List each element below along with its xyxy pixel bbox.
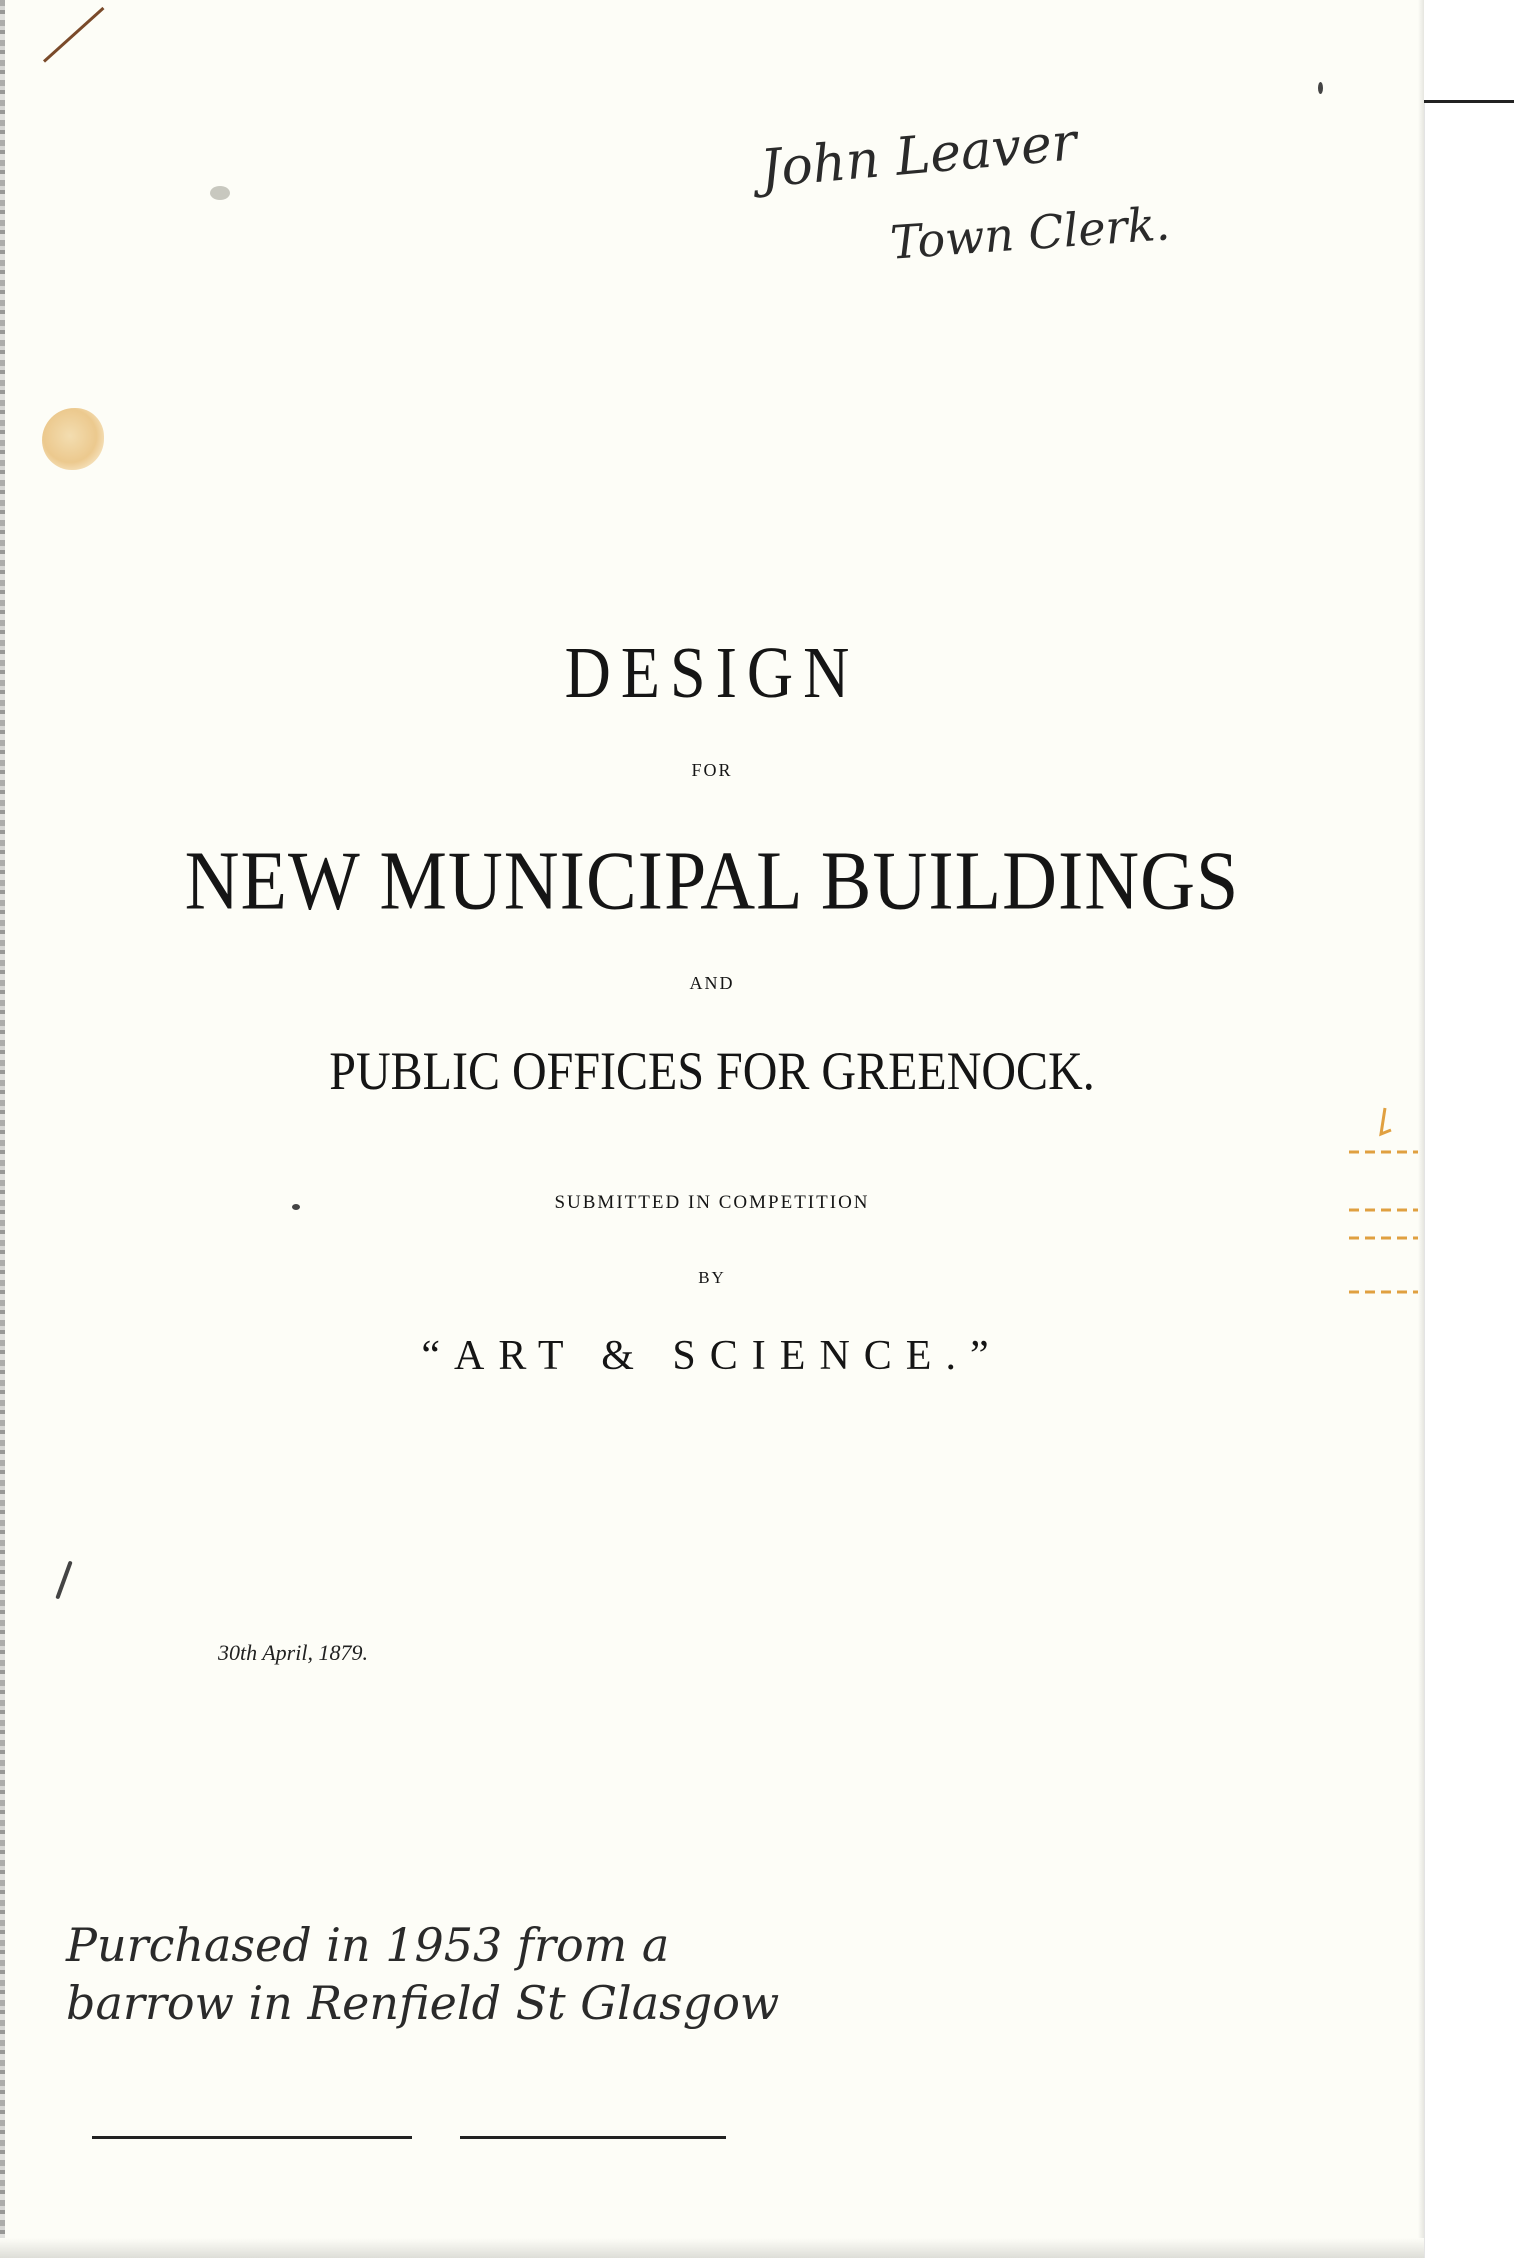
handwritten-name: John Leaver (757, 112, 1079, 200)
pseudonym: “ART & SCIENCE.” (421, 1333, 1003, 1379)
paper-mark (210, 186, 230, 200)
adjacent-page (1424, 100, 1514, 2258)
pencil-mark (55, 1561, 72, 1600)
connector-and: AND (689, 973, 735, 993)
document-date: 30th April, 1879. (218, 1640, 368, 1665)
handwritten-underline-left (92, 2136, 412, 2139)
handwritten-underline-right (460, 2136, 726, 2139)
connector-for: FOR (691, 760, 733, 780)
binding-thread (43, 7, 104, 63)
orange-pencil-marks (1345, 1100, 1424, 1300)
handwritten-purchase-note: Purchased in 1953 from a barrow in Renfield St Glasgow (66, 1918, 780, 2030)
page-bottom-edge (0, 2238, 1424, 2258)
adjacent-page-edge (1424, 100, 1514, 103)
ink-speck (1318, 82, 1323, 94)
handwritten-title: Town Clerk. (888, 196, 1172, 270)
submitted-line: SUBMITTED IN COMPETITION (554, 1192, 870, 1213)
connector-by: BY (698, 1268, 726, 1287)
binding-edge (0, 0, 5, 2258)
ink-speck (292, 1204, 300, 1210)
heading-design: DESIGN (564, 631, 860, 714)
paper-stain (42, 408, 104, 470)
secondary-title: PUBLIC OFFICES FOR GREENOCK. (329, 1041, 1095, 1102)
main-title: NEW MUNICIPAL BUILDINGS (184, 834, 1240, 928)
